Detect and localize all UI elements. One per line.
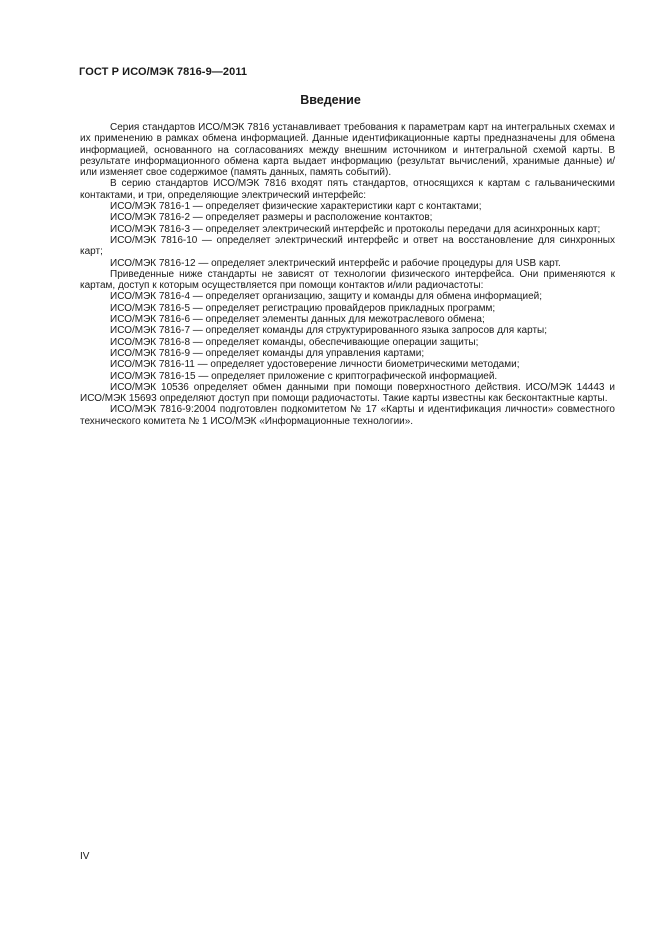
paragraph: В серию стандартов ИСО/МЭК 7816 входят пять стандартов, относящихся к картам с гальваническими контактами, и три, определяющие электрический интерфейс: <box>80 178 615 201</box>
section-title: Введение <box>300 93 361 107</box>
list-item: ИСО/МЭК 7816-4 — определяет организацию, защиту и команды для обмена информацией; <box>110 291 543 303</box>
introduction-body <box>80 122 615 427</box>
list-item: ИСО/МЭК 7816-3 — определяет электрический интерфейс и протоколы передачи для асинхронных карт; <box>110 223 601 235</box>
page-number: IV <box>80 851 90 862</box>
list-item: ИСО/МЭК 7816-8 — определяет команды, обеспечивающие операции защиты; <box>110 336 479 348</box>
paragraph: Приведенные ниже стандарты не зависят от технологии физического интерфейса. Они применяются к картам, доступ к которым осуществляется при помощи контактов и/или радиочастоты: <box>80 268 615 292</box>
paragraph: ИСО/МЭК 7816-9:2004 подготовлен подкомитетом № 17 «Карты и идентификация личности» совместного технического комитета № 1 ИСО/МЭК «Информационные технологии». <box>80 404 615 427</box>
list-item: ИСО/МЭК 7816-15 — определяет приложение с криптографической информацией. <box>110 370 498 382</box>
list-item: ИСО/МЭК 7816-6 — определяет элементы данных для межотраслевого обмена; <box>110 314 485 326</box>
paragraph: ИСО/МЭК 10536 определяет обмен данными при помощи поверхностного действия. ИСО/МЭК 14443 и ИСО/МЭК 15693 определяют доступ при помощи радиочастоты. Такие карты известны как бесконтактные карты. <box>80 381 615 405</box>
document-code-header: ГОСТ Р ИСО/МЭК 7816-9—2011 <box>79 66 248 78</box>
list-item: ИСО/МЭК 7816-1 — определяет физические характеристики карт с контактами; <box>110 201 482 213</box>
list-item: ИСО/МЭК 7816-10 — определяет электрический интерфейс и ответ на восстановление для синхронных карт; <box>80 234 615 258</box>
list-item: ИСО/МЭК 7816-12 — определяет электрический интерфейс и рабочие процедуры для USB карт. <box>110 257 561 269</box>
list-item: ИСО/МЭК 7816-2 — определяет размеры и расположение контактов; <box>110 212 433 224</box>
list-item: ИСО/МЭК 7816-11 — определяет удостоверение личности биометрическими методами; <box>110 359 520 371</box>
list-item: ИСО/МЭК 7816-5 — определяет регистрацию провайдеров прикладных программ; <box>110 302 496 314</box>
list-item: ИСО/МЭК 7816-7 — определяет команды для структурированного языка запросов для карты; <box>110 325 547 337</box>
paragraph: Серия стандартов ИСО/МЭК 7816 устанавливает требования к параметрам карт на интегральных схемах и их применению в рамках обмена информацией. Данные идентификационные карты предназначены для обмена информацией, основанного на согласованиях между внешним источником и интегральной схемой карты. В результате информационного обмена карта выдает информацию (результат вычислений, хранимые данные) и/или изменяет свое содержимое (память данных, память событий). <box>80 122 615 179</box>
list-item: ИСО/МЭК 7816-9 — определяет команды для управления картами; <box>110 347 425 359</box>
